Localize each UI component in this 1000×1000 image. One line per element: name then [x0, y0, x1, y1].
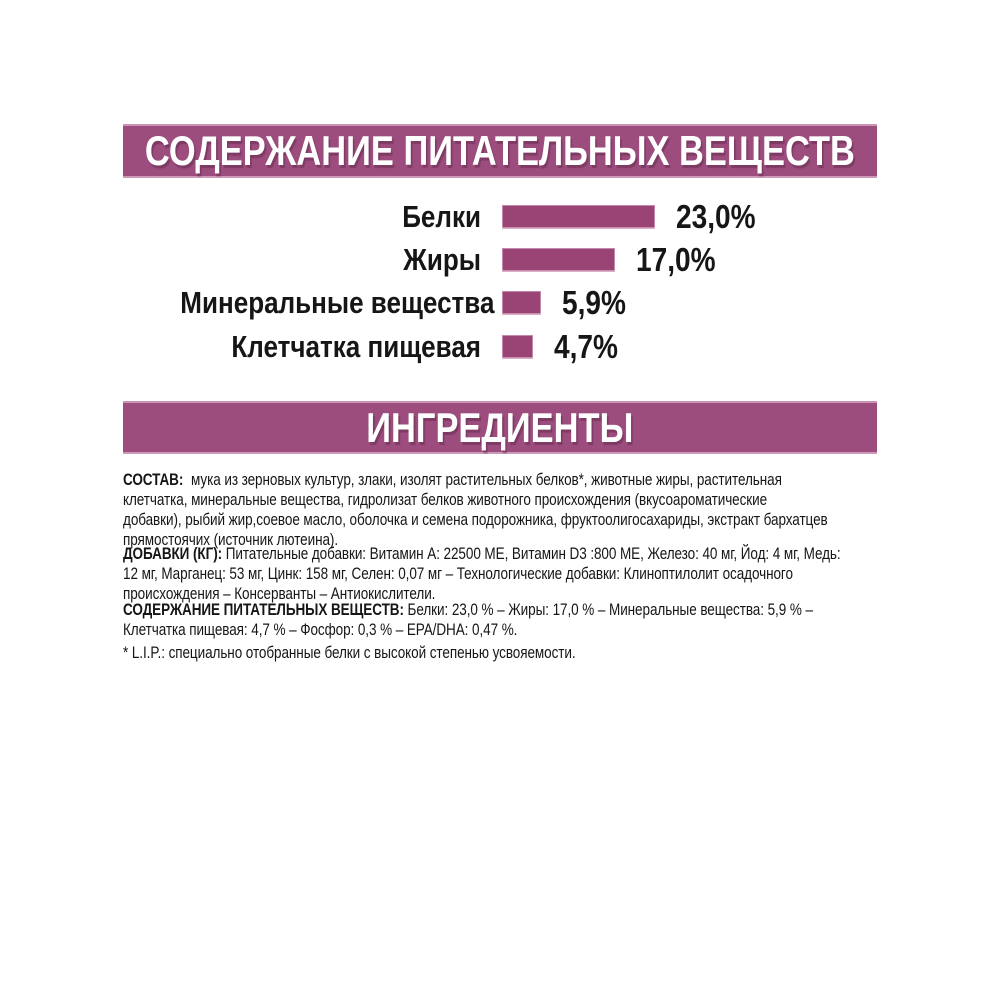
- chart-row: [123, 195, 877, 238]
- lip-footnote: [123, 643, 877, 663]
- additives-paragraph: [123, 544, 877, 604]
- text-line: [123, 470, 782, 490]
- bar: [502, 335, 533, 359]
- bar-value: 4,7%: [554, 327, 618, 365]
- section-label: СОСТАВ:: [123, 471, 184, 489]
- text-line: клетчатка, минеральные вещества, гидролизат белков животного происхождения (вкусоароматические: [123, 491, 768, 509]
- chart-row: [123, 282, 877, 325]
- ingredients-banner: [123, 401, 877, 454]
- nutrient-content-banner-title: СОДЕРЖАНИЕ ПИТАТЕЛЬНЫХ ВЕЩЕСТВ: [145, 127, 855, 174]
- text-run: мука из зерновых культур, злаки, изолят растительных белков*, животные жиры, растительная: [191, 471, 782, 489]
- section-label: ДОБАВКИ (КГ):: [123, 545, 223, 563]
- bar-label: Белки: [402, 198, 481, 234]
- bar-label: Жиры: [403, 242, 481, 278]
- section-label: СОДЕРЖАНИЕ ПИТАТЕЛЬНЫХ ВЕЩЕСТВ:: [123, 601, 404, 619]
- text-line: [123, 600, 813, 620]
- text-line: прямостоячих (источник лютеина).: [123, 531, 339, 549]
- bar-value: 5,9%: [562, 284, 626, 322]
- bar: [502, 291, 541, 315]
- nutrient-bar-chart: [123, 195, 877, 369]
- chart-row: [123, 325, 877, 368]
- bar-value: 23,0%: [676, 197, 756, 235]
- bar: [502, 205, 655, 229]
- text-run: Питательные добавки: Витамин A: 22500 МЕ, Витамин D3 :800 МЕ, Железо: 40 мг, Йод: 4 мг, Медь:: [225, 545, 841, 563]
- text-run: Белки: 23,0 % – Жиры: 17,0 % – Минеральные вещества: 5,9 % –: [407, 601, 813, 619]
- bar: [502, 248, 615, 272]
- text-line: происхождения – Консерванты – Антиокислители.: [123, 585, 436, 603]
- text-line: 12 мг, Марганец: 53 мг, Цинк: 158 мг, Селен: 0,07 мг – Технологические добавки: Клиноптилолит осадочного: [123, 565, 793, 583]
- text-line: * L.I.P.: специально отобранные белки с высокой степенью усвояемости.: [123, 644, 576, 662]
- bar-label: Минеральные вещества: [180, 285, 495, 321]
- text-line: добавки), рыбий жир,соевое масло, оболочка и семена подорожника, фруктоолигосахариды, экстракт бархатцев: [123, 511, 828, 529]
- analysis-paragraph: [123, 600, 877, 640]
- bar-value: 17,0%: [636, 241, 716, 279]
- text-line: [123, 544, 841, 564]
- text-line: Клетчатка пищевая: 4,7 % – Фосфор: 0,3 % – EPA/DHA: 0,47 %.: [123, 621, 518, 639]
- nutrient-content-banner: [123, 124, 877, 178]
- composition-paragraph: [123, 470, 877, 550]
- ingredients-banner-title: ИНГРЕДИЕНТЫ: [366, 403, 634, 451]
- bar-label: Клетчатка пищевая: [231, 328, 481, 364]
- chart-row: [123, 238, 877, 281]
